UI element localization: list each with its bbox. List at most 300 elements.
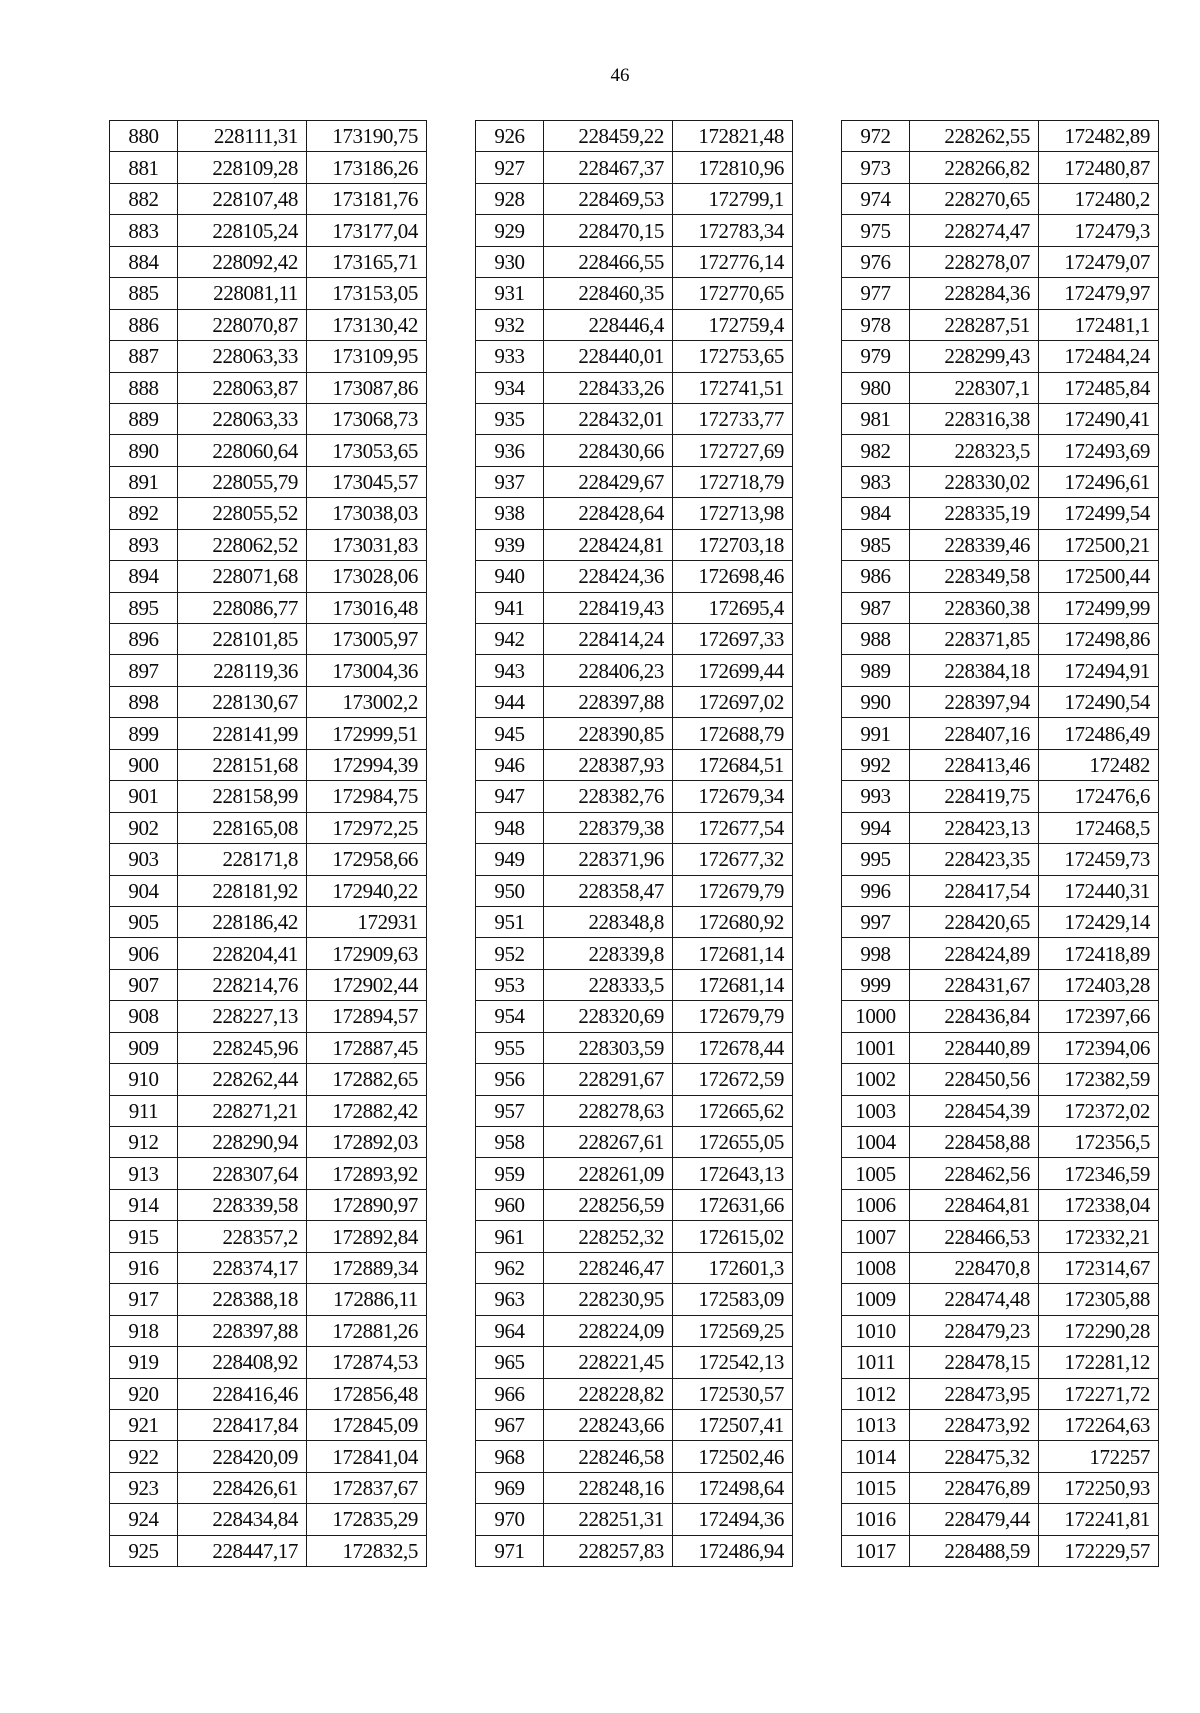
point-number-cell: 909: [110, 1032, 178, 1063]
x-coordinate-cell: 228479,44: [910, 1504, 1039, 1535]
x-coordinate-cell: 228063,87: [178, 372, 307, 403]
y-coordinate-cell: 172290,28: [1039, 1315, 1159, 1346]
point-number-cell: 1005: [842, 1158, 910, 1189]
table-row: [476, 718, 793, 749]
y-coordinate-cell: 173190,75: [307, 121, 427, 152]
point-number-cell: 936: [476, 435, 544, 466]
y-coordinate-cell: 172902,44: [307, 969, 427, 1000]
table-row: [842, 1221, 1159, 1252]
point-number-cell: 946: [476, 749, 544, 780]
y-coordinate-cell: 172429,14: [1039, 906, 1159, 937]
point-number-cell: 1016: [842, 1504, 910, 1535]
point-number-cell: 881: [110, 152, 178, 183]
y-coordinate-cell: 172697,02: [673, 686, 793, 717]
y-coordinate-cell: 173181,76: [307, 183, 427, 214]
table-row: [110, 435, 427, 466]
y-coordinate-cell: 173045,57: [307, 466, 427, 497]
y-coordinate-cell: 173028,06: [307, 561, 427, 592]
x-coordinate-cell: 228450,56: [910, 1064, 1039, 1095]
point-number-cell: 903: [110, 844, 178, 875]
y-coordinate-cell: 172479,07: [1039, 246, 1159, 277]
y-coordinate-cell: 172502,46: [673, 1441, 793, 1472]
y-coordinate-cell: 172832,5: [307, 1535, 427, 1566]
y-coordinate-cell: 172770,65: [673, 278, 793, 309]
x-coordinate-cell: 228430,66: [544, 435, 673, 466]
y-coordinate-cell: 172889,34: [307, 1252, 427, 1283]
point-number-cell: 902: [110, 812, 178, 843]
y-coordinate-cell: 172893,92: [307, 1158, 427, 1189]
x-coordinate-cell: 228464,81: [910, 1189, 1039, 1220]
table-row: [842, 215, 1159, 246]
point-number-cell: 890: [110, 435, 178, 466]
x-coordinate-cell: 228227,13: [178, 1001, 307, 1032]
y-coordinate-cell: 172678,44: [673, 1032, 793, 1063]
table-row: [476, 246, 793, 277]
table-row: [476, 215, 793, 246]
x-coordinate-cell: 228446,4: [544, 309, 673, 340]
table-row: [476, 498, 793, 529]
y-coordinate-cell: 172305,88: [1039, 1284, 1159, 1315]
y-coordinate-cell: 173165,71: [307, 246, 427, 277]
table-row: [110, 1064, 427, 1095]
point-number-cell: 991: [842, 718, 910, 749]
point-number-cell: 957: [476, 1095, 544, 1126]
point-number-cell: 999: [842, 969, 910, 1000]
x-coordinate-cell: 228230,95: [544, 1284, 673, 1315]
x-coordinate-cell: 228371,96: [544, 844, 673, 875]
table-row: [842, 278, 1159, 309]
y-coordinate-cell: 172542,13: [673, 1347, 793, 1378]
point-number-cell: 935: [476, 403, 544, 434]
y-coordinate-cell: 172631,66: [673, 1189, 793, 1220]
table-row: [842, 183, 1159, 214]
table-row: [842, 1315, 1159, 1346]
y-coordinate-cell: 173068,73: [307, 403, 427, 434]
y-coordinate-cell: 173130,42: [307, 309, 427, 340]
x-coordinate-cell: 228478,15: [910, 1347, 1039, 1378]
y-coordinate-cell: 172498,86: [1039, 624, 1159, 655]
table-row: [842, 1441, 1159, 1472]
y-coordinate-cell: 172733,77: [673, 403, 793, 434]
coordinate-table-left: [109, 120, 427, 1567]
y-coordinate-cell: 172655,05: [673, 1127, 793, 1158]
table-row: [110, 1001, 427, 1032]
table-row: [842, 812, 1159, 843]
table-row: [110, 1221, 427, 1252]
x-coordinate-cell: 228307,64: [178, 1158, 307, 1189]
x-coordinate-cell: 228262,55: [910, 121, 1039, 152]
x-coordinate-cell: 228473,95: [910, 1378, 1039, 1409]
x-coordinate-cell: 228417,54: [910, 875, 1039, 906]
x-coordinate-cell: 228387,93: [544, 749, 673, 780]
table-row: [476, 403, 793, 434]
y-coordinate-cell: 172799,1: [673, 183, 793, 214]
x-coordinate-cell: 228267,61: [544, 1127, 673, 1158]
point-number-cell: 895: [110, 592, 178, 623]
point-number-cell: 992: [842, 749, 910, 780]
table-row: [110, 875, 427, 906]
point-number-cell: 947: [476, 781, 544, 812]
x-coordinate-cell: 228055,52: [178, 498, 307, 529]
x-coordinate-cell: 228335,19: [910, 498, 1039, 529]
x-coordinate-cell: 228462,56: [910, 1158, 1039, 1189]
point-number-cell: 968: [476, 1441, 544, 1472]
y-coordinate-cell: 172994,39: [307, 749, 427, 780]
table-row: [110, 278, 427, 309]
point-number-cell: 928: [476, 183, 544, 214]
x-coordinate-cell: 228181,92: [178, 875, 307, 906]
table-row: [110, 1409, 427, 1440]
y-coordinate-cell: 172486,49: [1039, 718, 1159, 749]
table-row: [476, 121, 793, 152]
x-coordinate-cell: 228063,33: [178, 341, 307, 372]
x-coordinate-cell: 228339,8: [544, 938, 673, 969]
table-row: [110, 1441, 427, 1472]
point-number-cell: 913: [110, 1158, 178, 1189]
table-row: [842, 1001, 1159, 1032]
x-coordinate-cell: 228251,31: [544, 1504, 673, 1535]
point-number-cell: 967: [476, 1409, 544, 1440]
point-number-cell: 918: [110, 1315, 178, 1346]
x-coordinate-cell: 228428,64: [544, 498, 673, 529]
x-coordinate-cell: 228214,76: [178, 969, 307, 1000]
x-coordinate-cell: 228470,8: [910, 1252, 1039, 1283]
table-row: [476, 1378, 793, 1409]
table-row: [110, 1189, 427, 1220]
y-coordinate-cell: 172727,69: [673, 435, 793, 466]
point-number-cell: 953: [476, 969, 544, 1000]
x-coordinate-cell: 228460,35: [544, 278, 673, 309]
x-coordinate-cell: 228060,64: [178, 435, 307, 466]
table-row: [476, 1189, 793, 1220]
x-coordinate-cell: 228414,24: [544, 624, 673, 655]
table-row: [842, 1472, 1159, 1503]
x-coordinate-cell: 228333,5: [544, 969, 673, 1000]
y-coordinate-cell: 173053,65: [307, 435, 427, 466]
y-coordinate-cell: 172482: [1039, 749, 1159, 780]
table-row: [110, 624, 427, 655]
y-coordinate-cell: 172759,4: [673, 309, 793, 340]
x-coordinate-cell: 228266,82: [910, 152, 1039, 183]
x-coordinate-cell: 228423,35: [910, 844, 1039, 875]
point-number-cell: 886: [110, 309, 178, 340]
y-coordinate-cell: 172418,89: [1039, 938, 1159, 969]
x-coordinate-cell: 228245,96: [178, 1032, 307, 1063]
point-number-cell: 939: [476, 529, 544, 560]
x-coordinate-cell: 228062,52: [178, 529, 307, 560]
y-coordinate-cell: 173109,95: [307, 341, 427, 372]
point-number-cell: 1017: [842, 1535, 910, 1566]
table-row: [110, 1347, 427, 1378]
table-row: [842, 875, 1159, 906]
page-number: 46: [610, 65, 630, 86]
x-coordinate-cell: 228261,09: [544, 1158, 673, 1189]
x-coordinate-cell: 228440,89: [910, 1032, 1039, 1063]
table-row: [110, 1284, 427, 1315]
x-coordinate-cell: 228274,47: [910, 215, 1039, 246]
table-row: [476, 1252, 793, 1283]
x-coordinate-cell: 228466,53: [910, 1221, 1039, 1252]
y-coordinate-cell: 173004,36: [307, 655, 427, 686]
table-row: [842, 969, 1159, 1000]
y-coordinate-cell: 172881,26: [307, 1315, 427, 1346]
y-coordinate-cell: 172346,59: [1039, 1158, 1159, 1189]
x-coordinate-cell: 228423,13: [910, 812, 1039, 843]
table-row: [842, 309, 1159, 340]
x-coordinate-cell: 228447,17: [178, 1535, 307, 1566]
table-row: [110, 969, 427, 1000]
y-coordinate-cell: 172679,34: [673, 781, 793, 812]
point-number-cell: 888: [110, 372, 178, 403]
point-number-cell: 932: [476, 309, 544, 340]
x-coordinate-cell: 228348,8: [544, 906, 673, 937]
y-coordinate-cell: 172281,12: [1039, 1347, 1159, 1378]
y-coordinate-cell: 172681,14: [673, 938, 793, 969]
y-coordinate-cell: 172257: [1039, 1441, 1159, 1472]
table-row: [476, 969, 793, 1000]
y-coordinate-cell: 172783,34: [673, 215, 793, 246]
table-row: [476, 686, 793, 717]
table-row: [842, 1064, 1159, 1095]
y-coordinate-cell: 172874,53: [307, 1347, 427, 1378]
point-number-cell: 993: [842, 781, 910, 812]
table-row: [476, 1158, 793, 1189]
y-coordinate-cell: 172332,21: [1039, 1221, 1159, 1252]
table-row: [842, 844, 1159, 875]
point-number-cell: 923: [110, 1472, 178, 1503]
point-number-cell: 905: [110, 906, 178, 937]
y-coordinate-cell: 172494,91: [1039, 655, 1159, 686]
y-coordinate-cell: 172837,67: [307, 1472, 427, 1503]
table-row: [842, 1347, 1159, 1378]
table-row: [110, 1127, 427, 1158]
table-row: [842, 561, 1159, 592]
table-row: [110, 718, 427, 749]
x-coordinate-cell: 228270,65: [910, 183, 1039, 214]
y-coordinate-cell: 172264,63: [1039, 1409, 1159, 1440]
y-coordinate-cell: 172679,79: [673, 1001, 793, 1032]
point-number-cell: 949: [476, 844, 544, 875]
coordinate-table-right: [841, 120, 1159, 1567]
point-number-cell: 922: [110, 1441, 178, 1472]
point-number-cell: 987: [842, 592, 910, 623]
table-row: [476, 812, 793, 843]
y-coordinate-cell: 172688,79: [673, 718, 793, 749]
point-number-cell: 1010: [842, 1315, 910, 1346]
table-row: [476, 624, 793, 655]
point-number-cell: 908: [110, 1001, 178, 1032]
point-number-cell: 965: [476, 1347, 544, 1378]
y-coordinate-cell: 172480,2: [1039, 183, 1159, 214]
point-number-cell: 894: [110, 561, 178, 592]
point-number-cell: 962: [476, 1252, 544, 1283]
x-coordinate-cell: 228473,92: [910, 1409, 1039, 1440]
x-coordinate-cell: 228246,47: [544, 1252, 673, 1283]
x-coordinate-cell: 228243,66: [544, 1409, 673, 1440]
y-coordinate-cell: 172394,06: [1039, 1032, 1159, 1063]
table-row: [842, 1409, 1159, 1440]
x-coordinate-cell: 228320,69: [544, 1001, 673, 1032]
point-number-cell: 983: [842, 466, 910, 497]
x-coordinate-cell: 228092,42: [178, 246, 307, 277]
x-coordinate-cell: 228101,85: [178, 624, 307, 655]
y-coordinate-cell: 172482,89: [1039, 121, 1159, 152]
point-number-cell: 985: [842, 529, 910, 560]
x-coordinate-cell: 228228,82: [544, 1378, 673, 1409]
x-coordinate-cell: 228419,75: [910, 781, 1039, 812]
table-row: [842, 341, 1159, 372]
x-coordinate-cell: 228246,58: [544, 1441, 673, 1472]
y-coordinate-cell: 172958,66: [307, 844, 427, 875]
x-coordinate-cell: 228417,84: [178, 1409, 307, 1440]
y-coordinate-cell: 172677,54: [673, 812, 793, 843]
x-coordinate-cell: 228081,11: [178, 278, 307, 309]
x-coordinate-cell: 228466,55: [544, 246, 673, 277]
y-coordinate-cell: 173016,48: [307, 592, 427, 623]
x-coordinate-cell: 228105,24: [178, 215, 307, 246]
point-number-cell: 934: [476, 372, 544, 403]
point-number-cell: 900: [110, 749, 178, 780]
x-coordinate-cell: 228278,07: [910, 246, 1039, 277]
x-coordinate-cell: 228171,8: [178, 844, 307, 875]
x-coordinate-cell: 228416,46: [178, 1378, 307, 1409]
y-coordinate-cell: 172886,11: [307, 1284, 427, 1315]
y-coordinate-cell: 172672,59: [673, 1064, 793, 1095]
point-number-cell: 914: [110, 1189, 178, 1220]
point-number-cell: 896: [110, 624, 178, 655]
x-coordinate-cell: 228287,51: [910, 309, 1039, 340]
x-coordinate-cell: 228474,48: [910, 1284, 1039, 1315]
table-row: [476, 1535, 793, 1566]
point-number-cell: 950: [476, 875, 544, 906]
point-number-cell: 976: [842, 246, 910, 277]
point-number-cell: 945: [476, 718, 544, 749]
table-row: [842, 1127, 1159, 1158]
point-number-cell: 978: [842, 309, 910, 340]
table-row: [842, 1535, 1159, 1566]
point-number-cell: 986: [842, 561, 910, 592]
point-number-cell: 990: [842, 686, 910, 717]
y-coordinate-cell: 172479,97: [1039, 278, 1159, 309]
y-coordinate-cell: 172713,98: [673, 498, 793, 529]
point-number-cell: 960: [476, 1189, 544, 1220]
y-coordinate-cell: 172490,41: [1039, 403, 1159, 434]
y-coordinate-cell: 173002,2: [307, 686, 427, 717]
table-row: [476, 1472, 793, 1503]
table-row: [476, 1095, 793, 1126]
point-number-cell: 954: [476, 1001, 544, 1032]
table-row: [476, 781, 793, 812]
point-number-cell: 901: [110, 781, 178, 812]
table-body: [842, 121, 1159, 1567]
point-number-cell: 891: [110, 466, 178, 497]
y-coordinate-cell: 172499,99: [1039, 592, 1159, 623]
point-number-cell: 994: [842, 812, 910, 843]
table-row: [110, 938, 427, 969]
y-coordinate-cell: 172484,24: [1039, 341, 1159, 372]
point-number-cell: 1003: [842, 1095, 910, 1126]
table-row: [842, 1252, 1159, 1283]
point-number-cell: 975: [842, 215, 910, 246]
x-coordinate-cell: 228397,94: [910, 686, 1039, 717]
x-coordinate-cell: 228420,65: [910, 906, 1039, 937]
table-row: [110, 686, 427, 717]
table-row: [476, 152, 793, 183]
x-coordinate-cell: 228424,81: [544, 529, 673, 560]
y-coordinate-cell: 172476,6: [1039, 781, 1159, 812]
y-coordinate-cell: 172403,28: [1039, 969, 1159, 1000]
y-coordinate-cell: 172459,73: [1039, 844, 1159, 875]
point-number-cell: 919: [110, 1347, 178, 1378]
y-coordinate-cell: 172479,3: [1039, 215, 1159, 246]
y-coordinate-cell: 172718,79: [673, 466, 793, 497]
x-coordinate-cell: 228130,67: [178, 686, 307, 717]
table-row: [842, 1158, 1159, 1189]
point-number-cell: 882: [110, 183, 178, 214]
table-row: [842, 529, 1159, 560]
x-coordinate-cell: 228408,92: [178, 1347, 307, 1378]
x-coordinate-cell: 228070,87: [178, 309, 307, 340]
y-coordinate-cell: 172821,48: [673, 121, 793, 152]
x-coordinate-cell: 228434,84: [178, 1504, 307, 1535]
point-number-cell: 906: [110, 938, 178, 969]
x-coordinate-cell: 228371,85: [910, 624, 1039, 655]
table-row: [842, 372, 1159, 403]
x-coordinate-cell: 228413,46: [910, 749, 1039, 780]
table-row: [476, 183, 793, 214]
x-coordinate-cell: 228256,59: [544, 1189, 673, 1220]
table-row: [110, 466, 427, 497]
y-coordinate-cell: 172697,33: [673, 624, 793, 655]
y-coordinate-cell: 172894,57: [307, 1001, 427, 1032]
y-coordinate-cell: 172856,48: [307, 1378, 427, 1409]
point-number-cell: 897: [110, 655, 178, 686]
table-row: [110, 812, 427, 843]
point-number-cell: 943: [476, 655, 544, 686]
table-row: [110, 1158, 427, 1189]
x-coordinate-cell: 228224,09: [544, 1315, 673, 1346]
x-coordinate-cell: 228470,15: [544, 215, 673, 246]
table-row: [110, 1095, 427, 1126]
x-coordinate-cell: 228459,22: [544, 121, 673, 152]
x-coordinate-cell: 228339,58: [178, 1189, 307, 1220]
point-number-cell: 977: [842, 278, 910, 309]
table-row: [110, 246, 427, 277]
y-coordinate-cell: 172892,03: [307, 1127, 427, 1158]
x-coordinate-cell: 228397,88: [544, 686, 673, 717]
x-coordinate-cell: 228248,16: [544, 1472, 673, 1503]
point-number-cell: 1008: [842, 1252, 910, 1283]
table-row: [842, 1095, 1159, 1126]
y-coordinate-cell: 172601,3: [673, 1252, 793, 1283]
x-coordinate-cell: 228165,08: [178, 812, 307, 843]
table-row: [110, 906, 427, 937]
point-number-cell: 1006: [842, 1189, 910, 1220]
table-row: [842, 718, 1159, 749]
table-row: [476, 938, 793, 969]
y-coordinate-cell: 172241,81: [1039, 1504, 1159, 1535]
table-row: [476, 1315, 793, 1346]
table-row: [842, 498, 1159, 529]
y-coordinate-cell: 172698,46: [673, 561, 793, 592]
table-row: [110, 844, 427, 875]
x-coordinate-cell: 228436,84: [910, 1001, 1039, 1032]
point-number-cell: 974: [842, 183, 910, 214]
x-coordinate-cell: 228360,38: [910, 592, 1039, 623]
point-number-cell: 997: [842, 906, 910, 937]
x-coordinate-cell: 228406,23: [544, 655, 673, 686]
y-coordinate-cell: 172835,29: [307, 1504, 427, 1535]
